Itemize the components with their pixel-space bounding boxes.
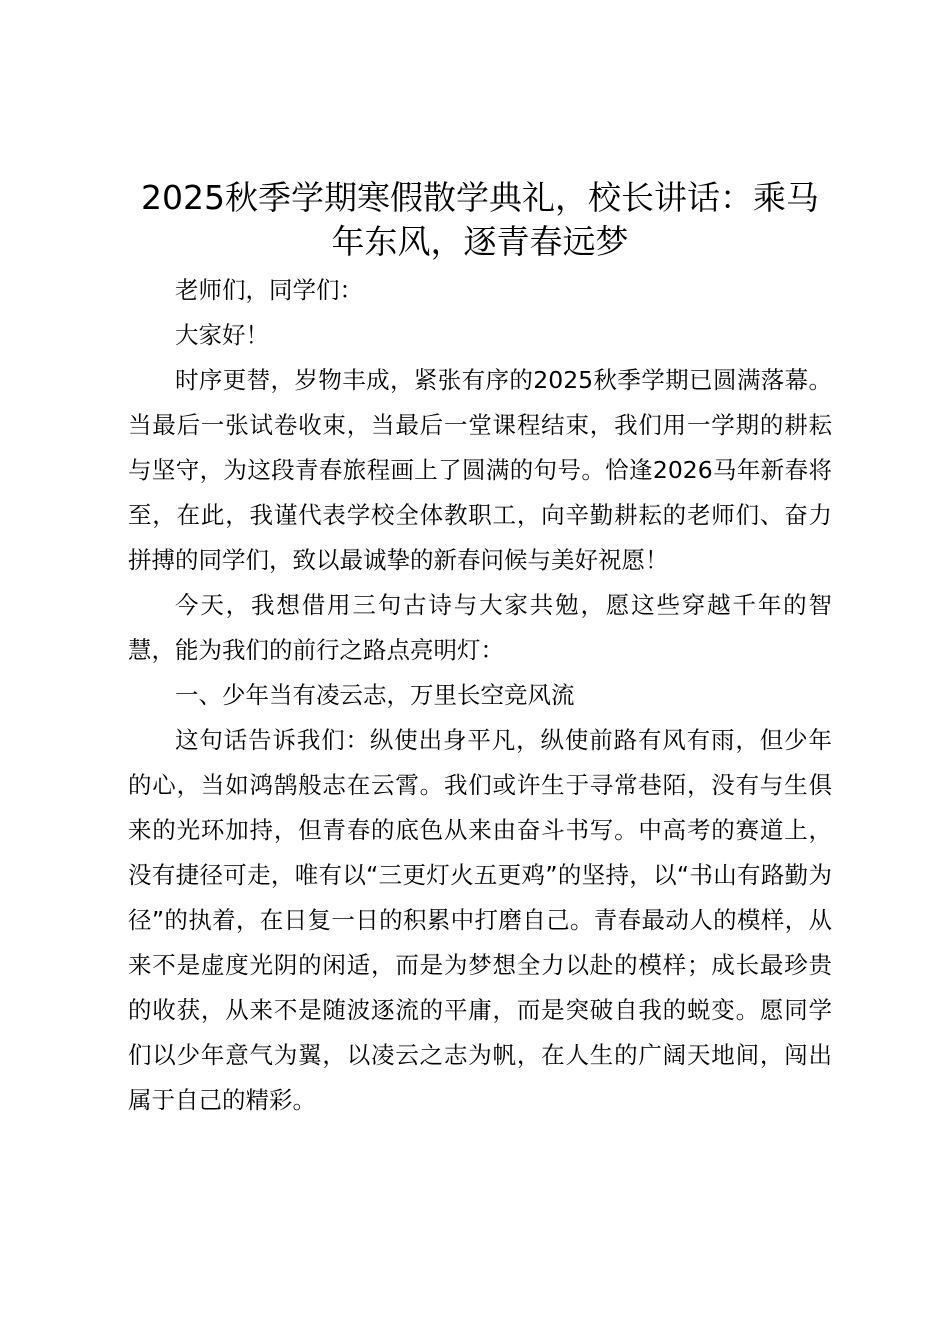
body-paragraph: 这句话告诉我们：纵使出身平凡，纵使前路有风有雨，但少年的心，当如鸿鹄般志在云霄。我们或许生于寻常巷陌，没有与生俱来的光环加持，但青春的底色从来由奋斗书写。中高考的赛道上，没有捷径可走，唯有以“三更灯火五更鸡”的坚持，以“书山有路勤为径”的执着，在日复一日的积累中打磨自己。青春最动人的模样，从来不是虚度光阴的闲适，而是为梦想全力以赴的模样；成长最珍贵的收获，从来不是随波逐流的平庸，而是突破自我的蜕变。愿同学们以少年意气为翼，以凌云之志为帆，在人生的广阔天地间，闯出属于自己的精彩。 (128, 726, 832, 1114)
document-body (128, 268, 832, 1123)
body-paragraph: 今天，我想借用三句古诗与大家共勉，愿这些穿越千年的智慧，能为我们的前行之路点亮明灯： (128, 591, 832, 664)
body-paragraph: 时序更替，岁物丰成，紧张有序的2025秋季学期已圆满落幕。当最后一张试卷收束，当最后一堂课程结束，我们用一学期的耕耘与坚守，为这段青春旅程画上了圆满的句号。恰逢2026马年新春将至，在此，我谨代表学校全体教职工，向辛勤耕耘的老师们、奋力拼搏的同学们，致以最诚挚的新春问候与美好祝愿！ (128, 366, 832, 574)
salutation-paragraph: 老师们，同学们： (175, 276, 363, 304)
document-page (128, 176, 832, 1123)
document-title: 2025秋季学期寒假散学典礼，校长讲话：乘马年东风，逐青春远梦 (141, 178, 819, 261)
greeting-paragraph: 大家好！ (175, 321, 269, 349)
section-heading: 一、少年当有凌云志，万里长空竞风流 (175, 681, 575, 709)
